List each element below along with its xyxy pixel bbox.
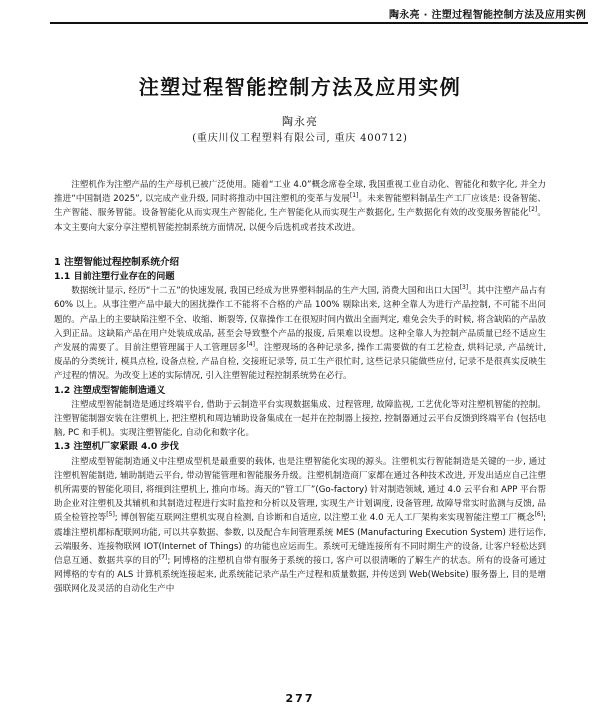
author: 陶永亮 xyxy=(282,115,318,128)
section-1-1-text-3: 。注塑现场的各种记录多, 操作工需要做的有工艺检查, 烘料记录, 产品统计, 废品的分类统计, 模具点检, 设备点检, 产品自检, 交接班记录等, 员工生产很忙时, 这些记录只能做些应付, 记录不是很真实反映生产过程的情况。为改变上述的实际情况, 引入注塑智能过程控制系统势在必行。 xyxy=(54,343,546,382)
section-1-1-text-2: 。其中注塑产品占有 60% 以上。从事注塑产品中最大的困扰操作工不能将不合格的产品 100% 剔除出来, 这种全靠人为进行产品控制, 不可能不出问题的。产品上的主要缺陷注塑不全、收缩、断裂等, 仅靠操作工在很短时间内做出全面判定, 难免会失手的时候, 将含缺陷的产品放入到正品。这缺陷产品在用户处装成成品, 甚至会导致整个产品的报废, 后果难以设想。这种全靠人为控制产品质量已经不适应生产发展的需要了。目前注塑管理属于人工管理居多 xyxy=(54,286,546,354)
reference-marker: [1] xyxy=(349,192,359,200)
abstract-paragraph xyxy=(54,178,546,235)
running-header: 陶永亮 · 注塑过程智能控制方法及应用实例 xyxy=(388,10,586,21)
reference-marker: [2] xyxy=(528,206,538,214)
section-1-1-text-1: 数据统计显示, 经历“十二五”的快速发展, 我国已经成为世界塑料制品的生产大国, 消费大国和出口大国 xyxy=(71,286,460,297)
abstract-text-1: 注塑机作为注塑产品的生产母机已被广泛使用。随着“工业 4.0”概念席卷全球, 我国重视工业自动化、智能化和数字化, 并全力推进“中国制造 2025”, 以完成产业升级, 同时将推动中国注塑机的变革与发展 xyxy=(54,180,546,205)
section-1-1-heading: 1.1 目前注塑行业存在的问题 xyxy=(54,271,175,283)
abstract-text-2: 。未来智能塑料制品生产工厂应该是: 设备智能、生产智能、服务智能。设备智能化从而实现生产智能化, 生产智能化从而实现生产数据化, 生产数据化有效的改变服务智能化 xyxy=(54,194,546,219)
affiliation: (重庆川仪工程塑料有限公司, 重庆 400712) xyxy=(192,133,408,144)
page-number: 277 xyxy=(285,692,315,705)
abstract-text-3: 。本文主要向大家分享注塑机智能控制系统方面情况, 以便今后选机或者技术改进。 xyxy=(54,208,546,233)
reference-marker: [5] xyxy=(106,511,115,519)
paper-title: 注塑过程智能控制方法及应用实例 xyxy=(138,75,462,99)
section-1-3-text-1: 注塑成型智能制造通义中注塑成型机是最重要的载体, 也是注塑智能化实现的源头。注塑机实行智能制造是关键的一步, 通过注塑机智能制造, 辅助制造云平台, 带动智能管理和智能服务升级。注塑机制造商厂家都在通过各种技术改进, 开发出适应自己注塑机所需要的智能化项目, 将细到注塑机上, 推向市场。海天的“管工厂”(Go-factory) 针对制造领域, 通过 4.0 云平台和 APP 平台帮助企业对注塑机及其辅机和其制造过程进行实时监控和分析以及管理, 实现生产计划调度, 设备管理, 故障导常实时监测与反馈, 品质全检管控等 xyxy=(54,456,546,524)
section-1-2-paragraph: 注塑成型智能制造是通过终端平台, 借助于云制造平台实现数据集成、过程管理, 故障监视, 工艺优化等对注塑机智能的控制。注塑智能制器安装在注塑机上, 把注塑机和周边辅助设备集成在一起并在控制器上接控, 控制器通过云平台反馈到终端平台 (包括电脑, PC 和手机)。实现注塑智能化, 自动化和数字化。 xyxy=(54,399,546,439)
section-1-3-text-2: ; 博创智能互联网注塑机实现自检测, 自诊断和自适应, 以注塑工业 4.0 无人工厂架构来实现智能注塑工厂概念 xyxy=(114,513,535,524)
reference-marker: [6] xyxy=(534,511,544,519)
section-1-2-heading: 1.2 注塑成型智能制造通义 xyxy=(54,384,166,396)
article-body xyxy=(54,178,546,597)
section-1-3-heading: 1.3 注塑机厂家紧跟 4.0 步伐 xyxy=(54,441,179,453)
reference-marker: [3] xyxy=(459,284,469,292)
section-1-3-paragraph xyxy=(54,455,546,597)
reference-marker: [4] xyxy=(246,341,255,349)
section-1-heading: 1 注塑智能过程控制系统介绍 xyxy=(54,256,180,268)
header-rule xyxy=(50,22,588,24)
reference-marker: [7] xyxy=(158,554,168,562)
section-1-3-text-3: ; 震雄注塑机都标配联网功能, 可以共享数据、参数, 以及配合车间管理系统 MES (Manufacturing Execution System) 进行运作, 云端服务、连接物联网 IOT(Internet of Things) 的功能也应运而生。系统可无缝连接所有不同时期生产的设备, 让客户轻松达到信息互通、数据共享的目的 xyxy=(54,513,546,567)
section-1-1-paragraph xyxy=(54,284,546,383)
section-1-3-text-4: ; 阿博格的注塑机自带有服务于系统的接口, 客户可以很清晰的了解生产的状态。所有的设备可通过网博格的专有的 ALS 计算机系统连接起来, 此系统能记录产品生产过程和质量数据, 并传送到 Web(Website) 服务器上, 目的是增强联网化及灵活的自动化生产中 xyxy=(54,556,546,595)
